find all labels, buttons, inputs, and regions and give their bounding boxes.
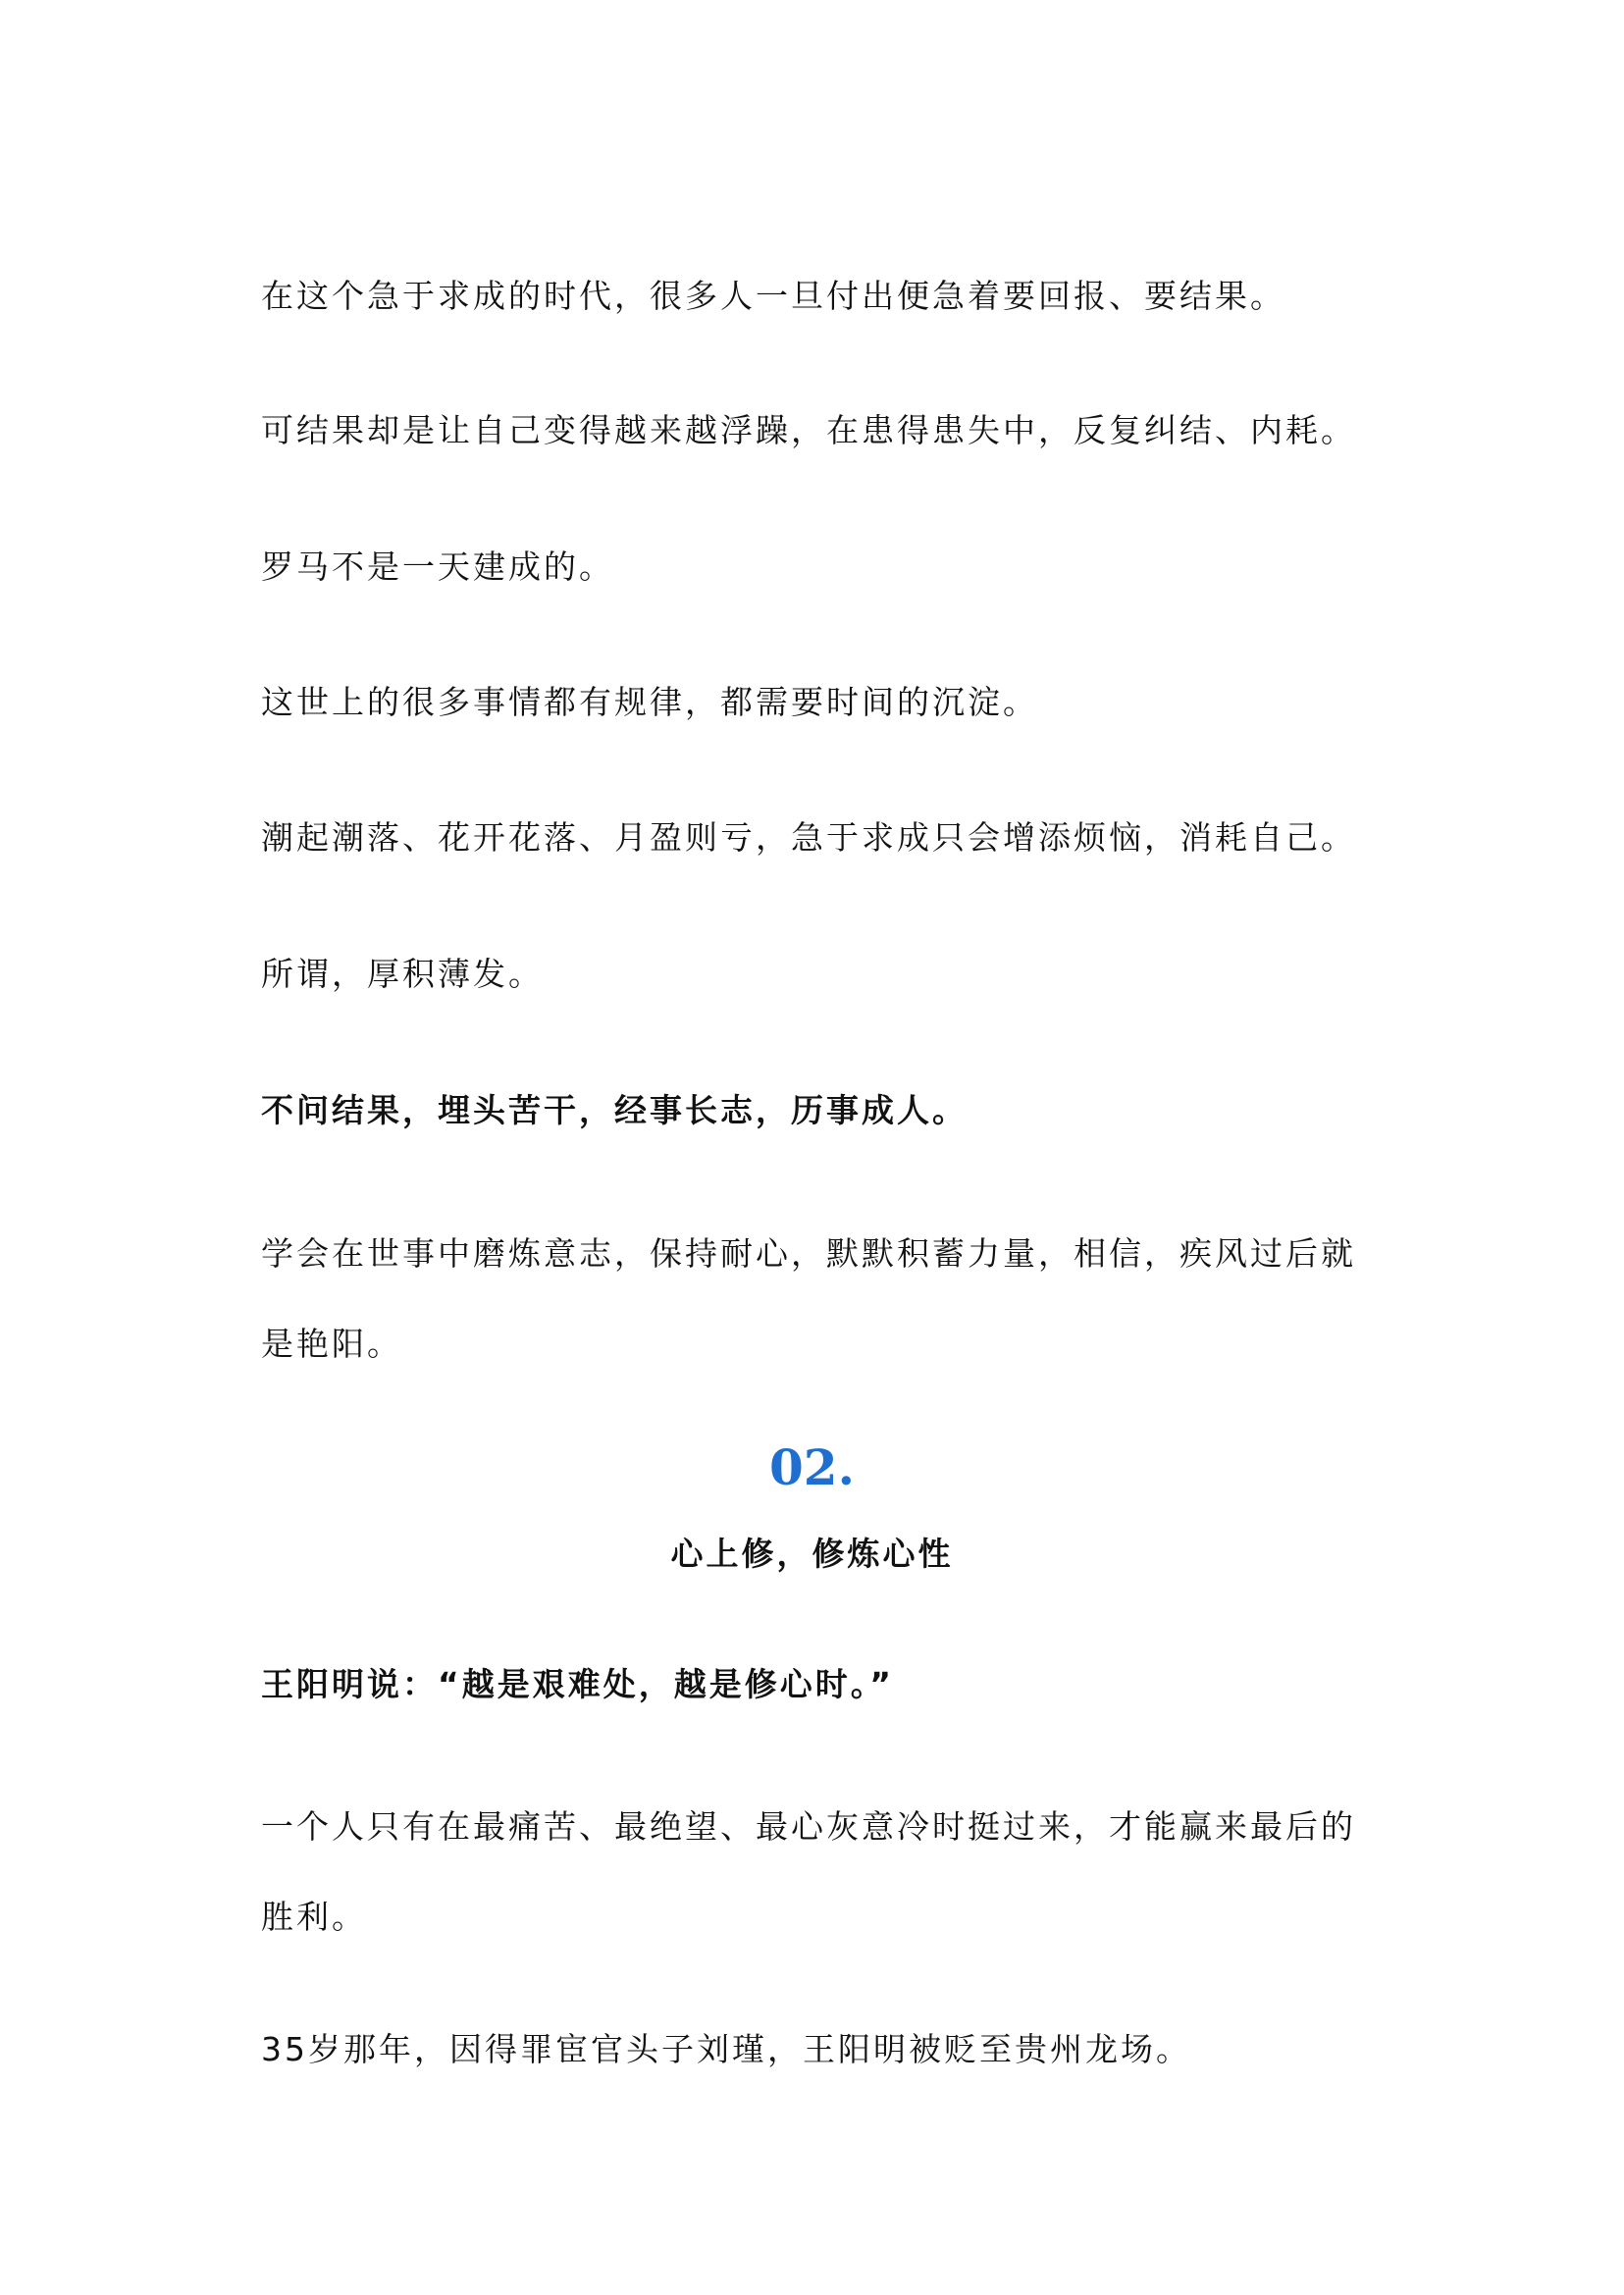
section-number: 02. (769, 1438, 855, 1496)
paragraph-emphasis: 不问结果，埋头苦干，经事长志，历事成人。 (261, 1091, 968, 1129)
paragraph-8: 一个人只有在最痛苦、最绝望、最心灰意冷时挺过来，才能赢来最后的胜利。 (261, 1807, 1356, 1936)
paragraph-5: 潮起潮落、花开花落、月盈则亏，急于求成只会增添烦恼，消耗自己。 (261, 818, 1356, 857)
paragraph-2: 可结果却是让自己变得越来越浮躁，在患得患失中，反复纠结、内耗。 (261, 411, 1356, 449)
paragraph-7: 学会在世事中磨炼意志，保持耐心，默默积蓄力量，相信，疾风过后就是艳阳。 (261, 1234, 1356, 1363)
quote-paragraph: 王阳明说：“越是艰难处，越是修心时。” (261, 1665, 894, 1703)
paragraph-6: 所谓，厚积薄发。 (261, 955, 544, 993)
section-title: 心上修，修炼心性 (670, 1535, 954, 1573)
paragraph-3: 罗马不是一天建成的。 (261, 548, 614, 586)
paragraph-9: 35岁那年，因得罪宦官头子刘瑾，王阳明被贬至贵州龙场。 (261, 2030, 1191, 2068)
paragraph-4: 这世上的很多事情都有规律，都需要时间的沉淀。 (261, 683, 1038, 721)
paragraph-1: 在这个急于求成的时代，很多人一旦付出便急着要回报、要结果。 (261, 277, 1285, 315)
